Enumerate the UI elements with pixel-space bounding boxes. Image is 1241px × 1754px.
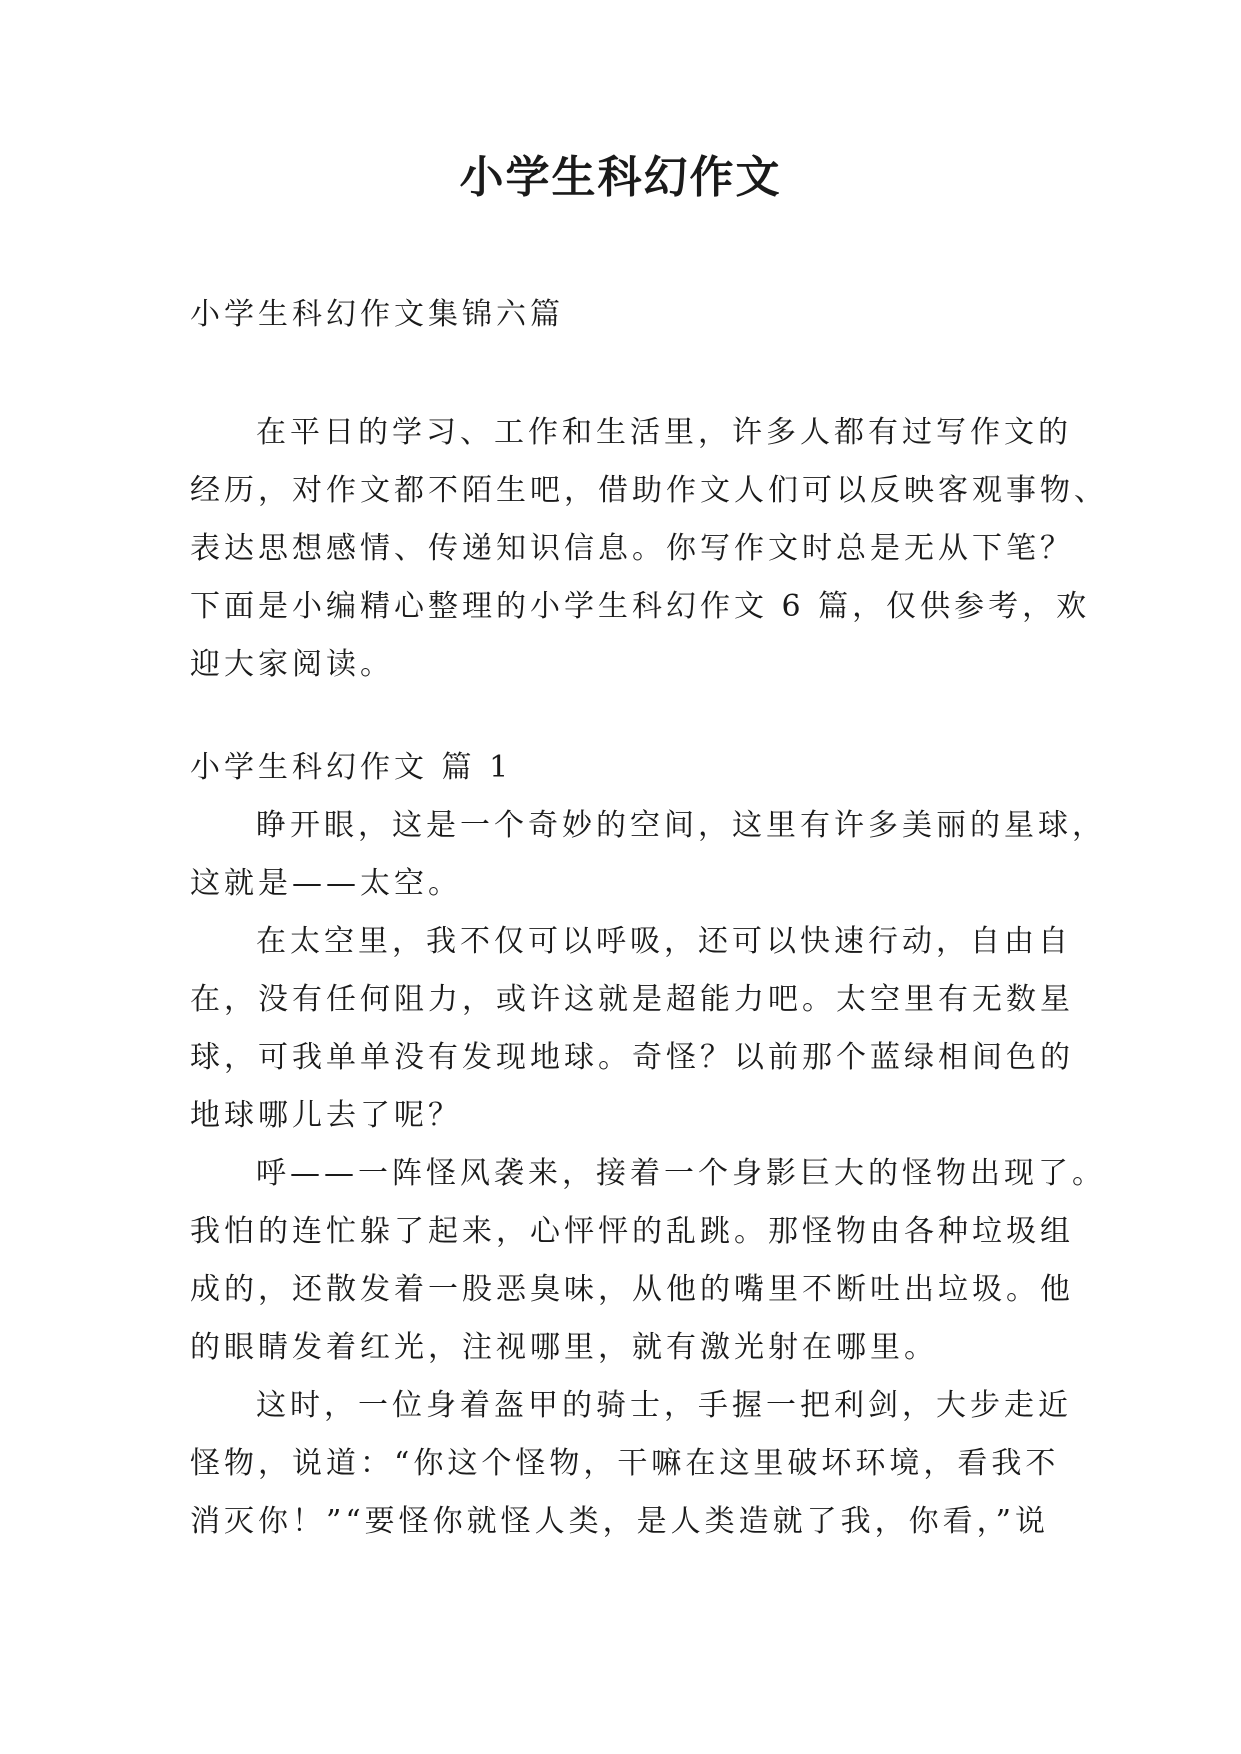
section-heading: 小学生科幻作文 篇 1	[190, 750, 513, 785]
text-line: 睁开眼，这是一个奇妙的空间，这里有许多美丽的星球，	[256, 808, 1106, 843]
document-title: 小学生科幻作文	[459, 152, 782, 203]
text-line: 经历，对作文都不陌生吧，借助作文人们可以反映客观事物、	[190, 473, 1108, 508]
text-line: 的眼睛发着红光，注视哪里，就有激光射在哪里。	[190, 1330, 938, 1365]
text-line: 在，没有任何阻力，或许这就是超能力吧。太空里有无数星	[190, 982, 1074, 1017]
text-line: 这就是——太空。	[190, 866, 462, 901]
text-line: 怪物，说道：“你这个怪物，干嘛在这里破坏环境，看我不	[190, 1446, 1060, 1481]
text-line: 下面是小编精心整理的小学生科幻作文 6 篇，仅供参考，欢	[190, 589, 1091, 624]
text-line: 这时，一位身着盔甲的骑士，手握一把利剑，大步走近	[256, 1388, 1072, 1423]
text-line: 地球哪儿去了呢？	[190, 1098, 462, 1133]
intro-paragraph	[190, 404, 1108, 694]
essay-body	[190, 797, 1106, 1551]
text-line: 表达思想感情、传递知识信息。你写作文时总是无从下笔？	[190, 531, 1074, 566]
text-line: 呼——一阵怪风袭来，接着一个身影巨大的怪物出现了。	[256, 1156, 1106, 1191]
text-line: 成的，还散发着一股恶臭味，从他的嘴里不断吐出垃圾。他	[190, 1272, 1074, 1307]
document-subtitle: 小学生科幻作文集锦六篇	[190, 297, 564, 332]
text-line: 消灭你！”“要怪你就怪人类，是人类造就了我，你看，”说	[190, 1504, 1050, 1539]
text-line: 迎大家阅读。	[190, 647, 394, 682]
text-line: 我怕的连忙躲了起来，心怦怦的乱跳。那怪物由各种垃圾组	[190, 1214, 1074, 1249]
text-line: 球，可我单单没有发现地球。奇怪？以前那个蓝绿相间色的	[190, 1040, 1074, 1075]
text-line: 在平日的学习、工作和生活里，许多人都有过写作文的	[256, 415, 1072, 450]
text-line: 在太空里，我不仅可以呼吸，还可以快速行动，自由自	[256, 924, 1072, 959]
